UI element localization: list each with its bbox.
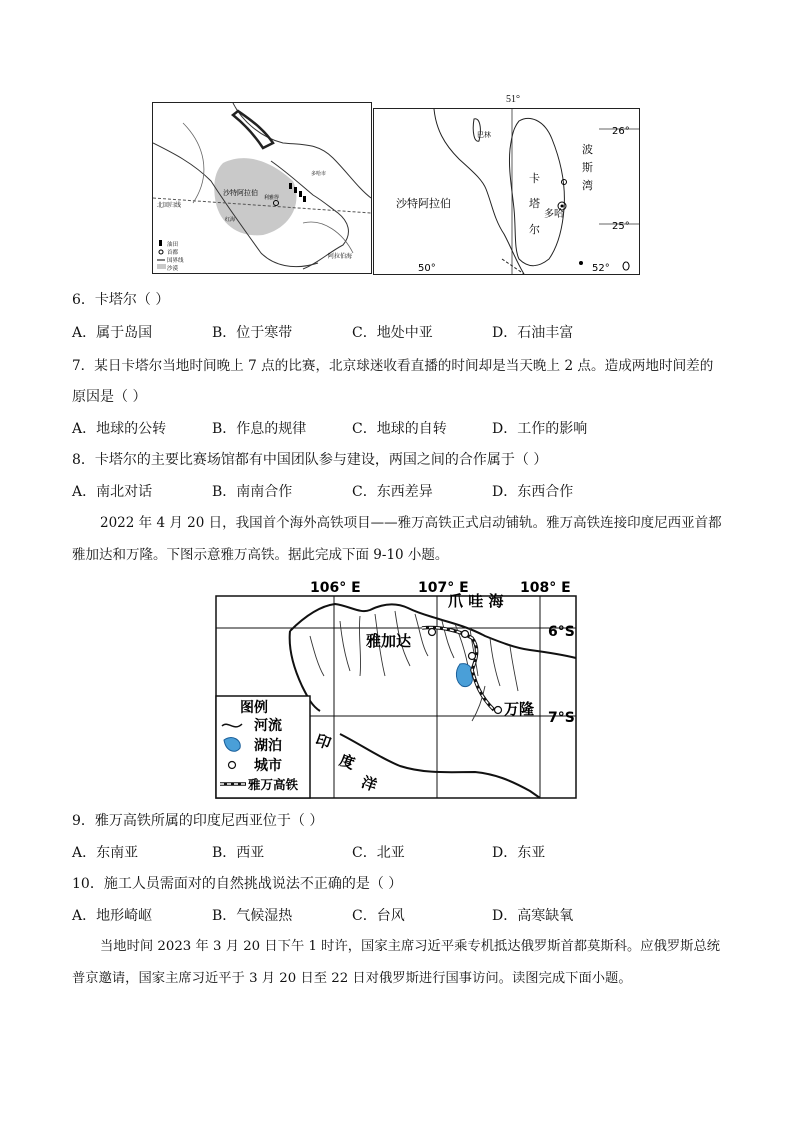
label-java-sea: 爪 哇 海 — [448, 592, 504, 610]
q10-option-c[interactable]: C．台风 — [352, 908, 405, 924]
q6-option-a[interactable]: A．属于岛国 — [72, 325, 153, 341]
label-bandung: 万隆 — [504, 700, 535, 718]
legend-capital: 首都 — [167, 250, 179, 256]
label-qatar-1: 卡 — [529, 172, 540, 185]
jakarta-marker — [429, 629, 436, 636]
q7-option-d[interactable]: D．工作的影响 — [492, 421, 588, 437]
legend-city: 城市 — [254, 758, 282, 774]
iraq-outline — [233, 111, 273, 148]
q8-option-a[interactable]: A．南北对话 — [72, 484, 153, 500]
question-8-stem: 8．卡塔尔的主要比赛场馆都有中国团队参与建设，两国之间的合作属于（ ） — [72, 452, 548, 468]
arabia-map — [152, 102, 372, 274]
label-106e: 106° E — [310, 580, 361, 596]
q8-option-c[interactable]: C．东西差异 — [352, 484, 433, 500]
question-6-stem: 6．卡塔尔（ ） — [72, 292, 170, 308]
label-doha-small: 多哈市 — [311, 171, 327, 177]
label-lon-52: 52° — [592, 263, 610, 274]
label-lon-50: 50° — [418, 263, 436, 274]
arabia-map-drawing — [153, 103, 371, 273]
q8-option-b[interactable]: B．南南合作 — [212, 484, 293, 500]
label-lat-26: 26° — [612, 126, 630, 137]
island-dot — [579, 261, 583, 265]
label-lat-25: 25° — [612, 221, 630, 232]
legend-river: 河流 — [254, 718, 282, 734]
label-bahrain: 巴林 — [477, 131, 491, 139]
q9-option-c[interactable]: C．北亚 — [352, 845, 405, 861]
bandung-marker — [495, 707, 502, 714]
q7-option-b[interactable]: B．作息的规律 — [212, 421, 307, 437]
q9-option-a[interactable]: A．东南亚 — [72, 845, 139, 861]
q9-option-b[interactable]: B．西亚 — [212, 845, 265, 861]
q10-option-b[interactable]: B．气候湿热 — [212, 908, 293, 924]
q6-option-c[interactable]: C．地处中亚 — [352, 325, 433, 341]
qatar-border — [502, 259, 524, 274]
qatar-map — [373, 108, 640, 275]
label-7s: 7°S — [548, 710, 575, 726]
legend-title: 图例 — [240, 700, 268, 716]
q8-option-d[interactable]: D．东西合作 — [492, 484, 574, 500]
arabia-legend — [157, 240, 184, 272]
label-arabian-sea: 阿拉伯海 — [328, 253, 353, 260]
label-red-sea: 红海 — [225, 217, 236, 223]
label-107e: 107° E — [418, 580, 469, 596]
qatar-map-drawing — [374, 109, 639, 274]
q10-option-a[interactable]: A．地形崎岖 — [72, 908, 153, 924]
label-ocean-1: 印 — [312, 730, 334, 753]
java-map-drawing — [210, 576, 582, 802]
passage-railway: 2022 年 4 月 20 日，我国首个海外高铁项目——雅万高铁正式启动铺轨。雅万高铁连接印度尼西亚首都雅加达和万隆。下图示意雅万高铁。据此完成下面 9-10 小题。 — [72, 515, 722, 563]
q10-option-d[interactable]: D．高寒缺氧 — [492, 908, 574, 924]
label-doha: 多哈 — [544, 209, 564, 220]
lake-reservoir — [456, 664, 472, 687]
label-riyadh: 利雅得 — [264, 195, 280, 201]
label-ocean-2: 度 — [336, 750, 358, 773]
label-tropic: 北回归线 — [157, 202, 182, 209]
label-jakarta: 雅加达 — [366, 632, 412, 650]
legend-city-symbol — [229, 762, 236, 769]
java-map — [210, 576, 582, 802]
legend-rail: 雅万高铁 — [248, 777, 299, 792]
label-qatar-3: 尔 — [529, 223, 540, 236]
q7-option-c[interactable]: C．地球的自转 — [352, 421, 447, 437]
question-9-stem: 9．雅万高铁所属的印度尼西亚位于（ ） — [72, 813, 324, 829]
q6-option-d[interactable]: D．石油丰富 — [492, 325, 574, 341]
legend-border: 国界线 — [167, 258, 184, 264]
label-108e: 108° E — [520, 580, 571, 596]
label-ocean-3: 洋 — [358, 772, 380, 795]
question-7-stem-line2: 原因是（ ） — [72, 389, 147, 405]
lon-51-label: 51° — [506, 94, 520, 105]
legend-oil: 油田 — [167, 242, 179, 248]
question-7-stem-line1: 7．某日卡塔尔当地时间晚上 7 点的比赛，北京球迷收看直播的时间却是当天晚上 2 点。造成两地时间差的 — [72, 358, 714, 374]
label-saudi: 沙特阿拉伯 — [223, 189, 258, 197]
label-gulf-2: 斯 — [582, 161, 593, 174]
q9-option-d[interactable]: D．东亚 — [492, 845, 546, 861]
legend-desert: 沙漠 — [167, 266, 179, 272]
legend-lake: 湖泊 — [254, 738, 282, 754]
question-10-stem: 10．施工人员需面对的自然挑战说法不正确的是（ ） — [72, 876, 403, 892]
label-saudi-right: 沙特阿拉伯 — [396, 197, 451, 210]
passage-russia-visit: 当地时间 2023 年 3 月 20 日下午 1 时许，国家主席习近平乘专机抵达俄罗斯首都莫斯科。应俄罗斯总统普京邀请，国家主席习近平于 3 月 20 日至 22 日对俄罗斯进行国事访问。读图完成下面小题。 — [72, 939, 721, 986]
label-6s: 6°S — [548, 624, 575, 640]
qatar-peninsula — [509, 118, 564, 265]
q7-option-a[interactable]: A．地球的公转 — [72, 421, 167, 437]
label-gulf-1: 波 — [582, 143, 593, 156]
label-qatar-2: 塔 — [529, 197, 540, 210]
q6-option-b[interactable]: B．位于寒带 — [212, 325, 293, 341]
label-gulf-3: 湾 — [582, 179, 593, 192]
